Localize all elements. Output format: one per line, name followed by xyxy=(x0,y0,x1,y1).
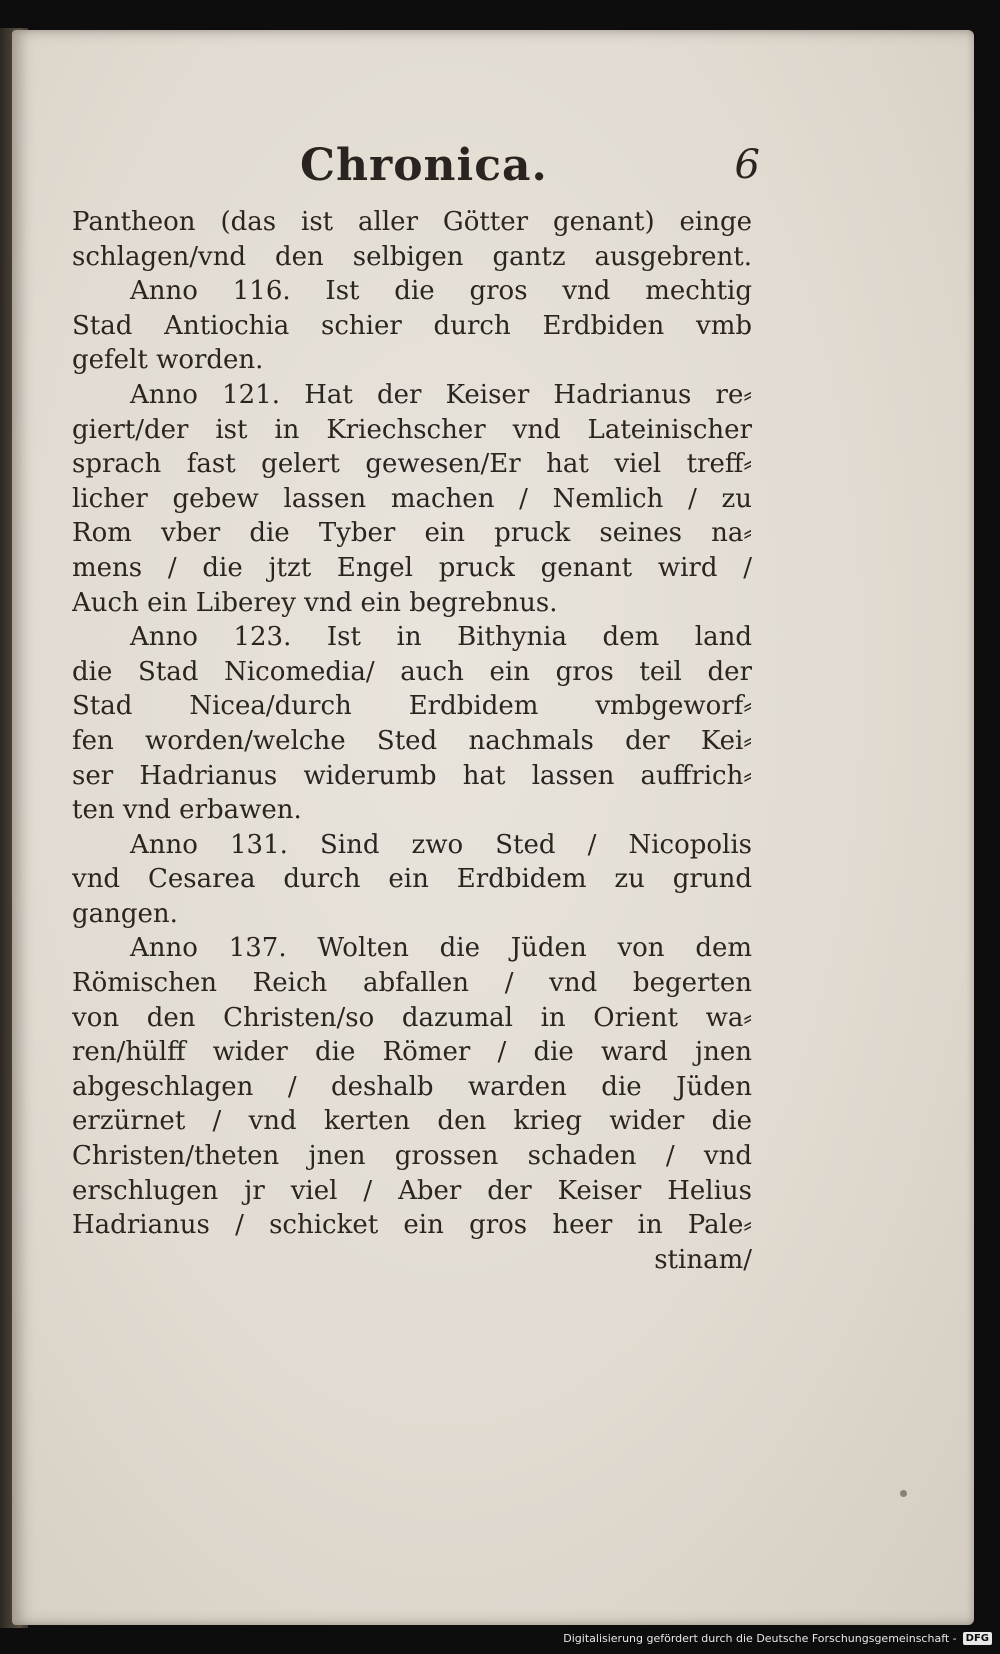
text-line: Hadrianus / schicket ein gros heer in Pale⸗ xyxy=(72,1210,752,1241)
text-line: vnd Cesarea durch ein Erdbidem zu grund xyxy=(72,864,752,895)
catchword: stinam/ xyxy=(654,1244,752,1275)
text-line: von den Christen/so dazumal in Orient wa⸗ xyxy=(72,1002,752,1033)
text-line: gefelt worden. xyxy=(72,345,264,376)
dfg-logo: DFG xyxy=(963,1632,992,1645)
text-line: ten vnd erbawen. xyxy=(72,795,302,826)
body-text xyxy=(72,205,752,1277)
running-title: Chronica. xyxy=(300,140,548,191)
text-line: erschlugen jr viel / Aber der Keiser Helius xyxy=(72,1175,752,1206)
text-line: die Stad Nicomedia/ auch ein gros teil der xyxy=(72,656,752,687)
text-line: licher gebew lassen machen / Nemlich / zu xyxy=(72,483,752,514)
text-line: Stad Nicea/durch Erdbidem vmbgeworf⸗ xyxy=(72,691,752,722)
text-line: fen worden/welche Sted nachmals der Kei⸗ xyxy=(72,725,752,756)
text-line: Anno 131. Sind zwo Sted / Nicopolis xyxy=(130,829,752,860)
text-line: Anno 121. Hat der Keiser Hadrianus re⸗ xyxy=(130,379,752,410)
paper-speck xyxy=(900,1490,907,1497)
text-line: giert/der ist in Kriechscher vnd Lateinischer xyxy=(72,414,752,445)
text-line: abgeschlagen / deshalb warden die Jüden xyxy=(72,1071,752,1102)
page-header xyxy=(300,140,760,200)
text-line: Auch ein Liberey vnd ein begrebnus. xyxy=(72,587,558,618)
text-line: Pantheon (das ist aller Götter genant) einge xyxy=(72,207,752,237)
text-line: Anno 137. Wolten die Jüden von dem xyxy=(130,933,752,964)
text-line: sprach fast gelert gewesen/Er hat viel treff⸗ xyxy=(72,449,752,480)
text-line: gangen. xyxy=(72,898,178,929)
text-line: Rom vber die Tyber ein pruck seines na⸗ xyxy=(72,518,752,549)
text-line: Anno 116. Ist die gros vnd mechtig xyxy=(130,276,752,307)
text-line: ren/hülff wider die Römer / die ward jnen xyxy=(72,1037,752,1068)
page-number: 6 xyxy=(734,142,760,188)
text-line: schlagen/vnd den selbigen gantz ausgebrent. xyxy=(72,241,752,272)
text-line: Christen/theten jnen grossen schaden / vnd xyxy=(72,1141,752,1172)
text-line: erzürnet / vnd kerten den krieg wider die xyxy=(72,1106,752,1137)
text-line: ser Hadrianus widerumb hat lassen auffrich⸗ xyxy=(72,760,752,791)
text-line: Römischen Reich abfallen / vnd begerten xyxy=(72,968,752,999)
funding-credit: Digitalisierung gefördert durch die Deutsche Forschungsgemeinschaft - xyxy=(563,1631,957,1645)
digitization-footer xyxy=(563,1628,992,1648)
text-line: Anno 123. Ist in Bithynia dem land xyxy=(130,622,752,653)
text-line: Stad Antiochia schier durch Erdbiden vmb xyxy=(72,310,752,341)
text-line: mens / die jtzt Engel pruck genant wird / xyxy=(72,552,752,583)
